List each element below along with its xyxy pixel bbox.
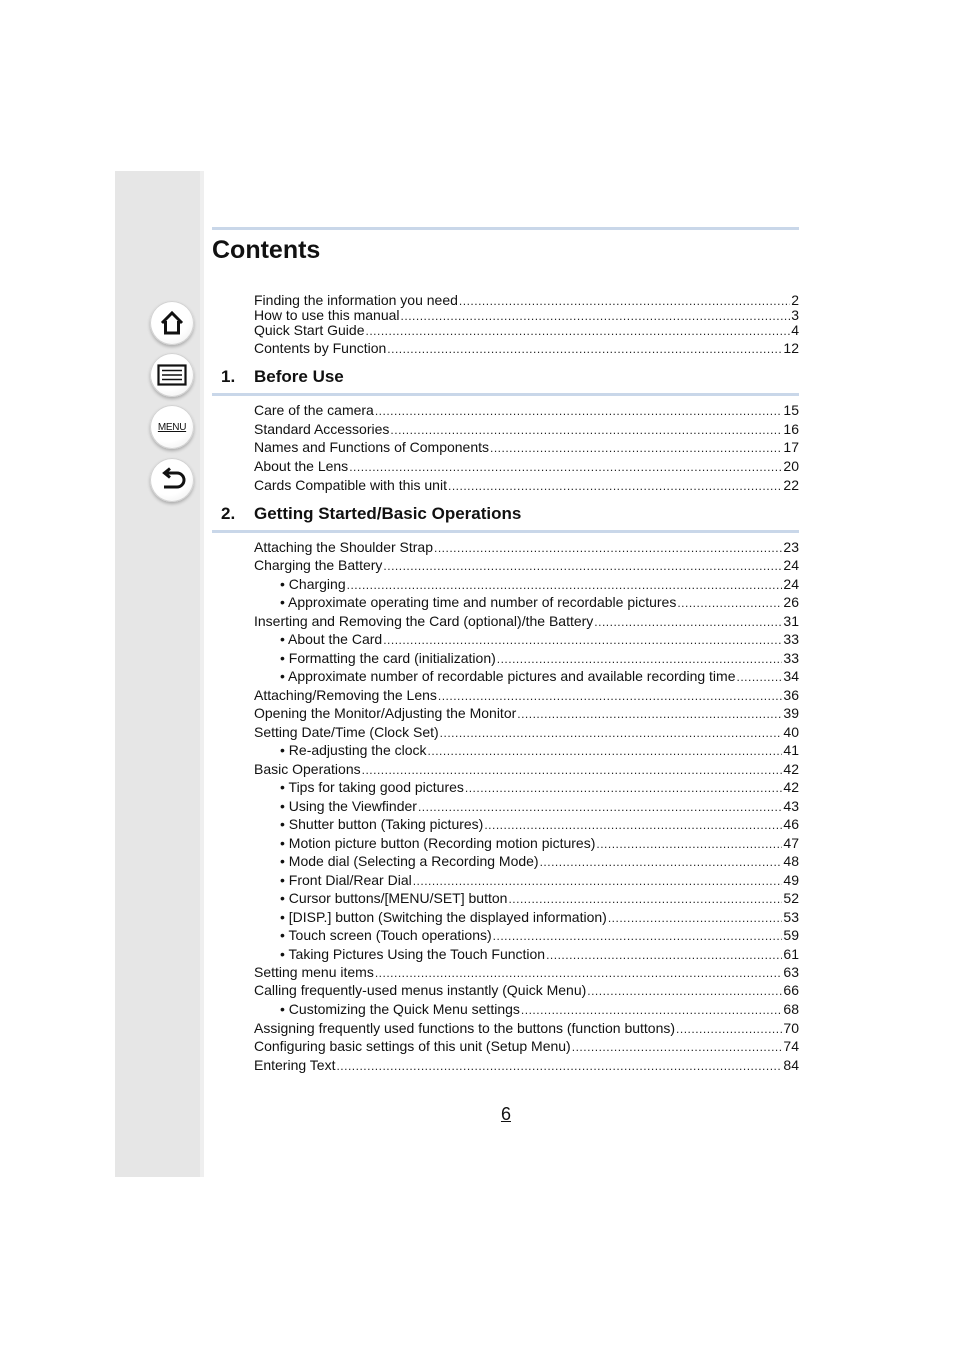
toc-entry-page: 39 [783, 705, 799, 721]
section-title[interactable]: Before Use [254, 367, 344, 386]
toc-subentry[interactable] [280, 742, 799, 758]
toc-entry[interactable] [254, 539, 799, 555]
title-rule [212, 227, 799, 230]
toc-entry-text: Cards Compatible with this unit [254, 477, 447, 493]
toc-entry-page: 2 [791, 292, 799, 308]
toc-entry-text: About the Lens [254, 458, 349, 474]
toc-entry-page: 34 [783, 668, 799, 684]
toc-subentry[interactable] [280, 631, 799, 647]
toc-entry[interactable] [254, 1057, 799, 1073]
toc-entry-page: 70 [783, 1020, 799, 1036]
toc-subentry[interactable] [280, 594, 799, 610]
toc-entry-text: • Approximate number of recordable pictures and available recording time [280, 668, 736, 684]
toc-entry[interactable] [254, 322, 799, 338]
toc-entry-text: • [DISP.] button (Switching the displayed information) [280, 909, 607, 925]
toc-subentry[interactable] [280, 668, 799, 684]
toc-entry-text: Charging the Battery [254, 557, 383, 573]
toc-entry-page: 52 [783, 890, 799, 906]
toc-entry[interactable] [254, 761, 799, 777]
toc-subentry[interactable] [280, 650, 799, 666]
section-number: 1. [221, 367, 236, 386]
toc-entry-page: 22 [783, 477, 799, 493]
toc-subentry[interactable] [280, 946, 799, 962]
toc-entry[interactable] [254, 724, 799, 740]
home-icon [158, 309, 186, 337]
home-button[interactable] [150, 301, 194, 345]
toc-entry-text: • Approximate operating time and number of recordable pictures [280, 594, 677, 610]
toc-entry-text: • Customizing the Quick Menu settings [280, 1001, 520, 1017]
toc-entry-text: Attaching the Shoulder Strap [254, 539, 434, 555]
toc-entry-page: 74 [783, 1038, 799, 1054]
toc-entry-page: 26 [783, 594, 799, 610]
toc-entry-page: 33 [783, 650, 799, 666]
toc-entry-page: 16 [783, 421, 799, 437]
toc-entry[interactable] [254, 458, 799, 474]
toc-entry-text: Calling frequently-used menus instantly (Quick Menu) [254, 982, 587, 998]
toc-entry-page: 53 [783, 909, 799, 925]
toc-entry-page: 61 [783, 946, 799, 962]
toc-entry-text: Quick Start Guide [254, 322, 365, 338]
toc-entry-text: Opening the Monitor/Adjusting the Monitor [254, 705, 517, 721]
menu-label: MENU [157, 421, 187, 433]
toc-entry-text: Contents by Function [254, 340, 387, 356]
toc-entry-page: 31 [783, 613, 799, 629]
toc-entry-page: 66 [783, 982, 799, 998]
toc-entry-text: • Motion picture button (Recording motion pictures) [280, 835, 596, 851]
toc-entry[interactable] [254, 1020, 799, 1036]
toc-entry-text: • Charging [280, 576, 346, 592]
toc-entry-text: • About the Card [280, 631, 383, 647]
toc-entry[interactable] [254, 613, 799, 629]
toc-entry-text: Entering Text [254, 1057, 336, 1073]
toc-entry-page: 43 [783, 798, 799, 814]
toc-entry-page: 23 [783, 539, 799, 555]
toc-entry-page: 4 [791, 322, 799, 338]
toc-entry-text: Configuring basic settings of this unit (Setup Menu) [254, 1038, 571, 1054]
toc-entry-text: Care of the camera [254, 402, 374, 418]
toc-entry-page: 36 [783, 687, 799, 703]
toc-entry-text: Finding the information you need [254, 292, 458, 308]
toc-entry-page: 41 [783, 742, 799, 758]
contents-button[interactable] [150, 353, 194, 397]
toc-entry[interactable] [254, 477, 799, 493]
toc-entry-text: • Front Dial/Rear Dial [280, 872, 412, 888]
toc-entry-text: • Shutter button (Taking pictures) [280, 816, 484, 832]
toc-subentry[interactable] [280, 1001, 799, 1017]
toc-entry-text: Basic Operations [254, 761, 361, 777]
section-title[interactable]: Getting Started/Basic Operations [254, 504, 522, 523]
toc-entry-page: 24 [783, 557, 799, 573]
menu-button[interactable] [150, 405, 194, 449]
toc-entry[interactable] [254, 421, 799, 437]
toc-entry-page: 42 [783, 779, 799, 795]
toc-entry-text: Attaching/Removing the Lens [254, 687, 437, 703]
toc-subentry[interactable] [280, 927, 799, 943]
section-rule [212, 530, 799, 533]
toc-entry-page: 33 [783, 631, 799, 647]
toc-entry-text: Names and Functions of Components [254, 439, 490, 455]
toc-entry[interactable] [254, 1038, 799, 1054]
toc-entry-page: 17 [783, 439, 799, 455]
toc-entry[interactable] [254, 964, 799, 980]
toc-entry[interactable] [254, 340, 799, 356]
toc-entry-text: Inserting and Removing the Card (optional)/the Battery [254, 613, 594, 629]
toc-entry-page: 24 [783, 576, 799, 592]
section-number: 2. [221, 504, 236, 523]
toc-subentry[interactable] [280, 890, 799, 906]
toc-subentry[interactable] [280, 872, 799, 888]
toc-entry-page: 59 [783, 927, 799, 943]
toc-entry[interactable] [254, 292, 799, 308]
page-title: Contents [212, 236, 321, 264]
toc-entry-text: • Tips for taking good pictures [280, 779, 464, 795]
toc-entry-page: 49 [783, 872, 799, 888]
toc-entry-text: How to use this manual [254, 307, 400, 323]
toc-entry[interactable] [254, 705, 799, 721]
toc-entry-page: 15 [783, 402, 799, 418]
toc-entry-page: 42 [783, 761, 799, 777]
toc-entry-text: Assigning frequently used functions to the buttons (function buttons) [254, 1020, 676, 1036]
toc-subentry[interactable] [280, 798, 799, 814]
toc-entry-text: Setting menu items [254, 964, 374, 980]
toc-subentry[interactable] [280, 816, 799, 832]
toc-entry-page: 47 [783, 835, 799, 851]
toc-entry-text: Standard Accessories [254, 421, 390, 437]
toc-entry-text: • Formatting the card (initialization) [280, 650, 496, 666]
back-button[interactable] [150, 458, 194, 502]
toc-entry-text: • Cursor buttons/[MENU/SET] button [280, 890, 508, 906]
toc-entry[interactable] [254, 687, 799, 703]
toc-entry-page: 3 [791, 307, 799, 323]
toc-entry[interactable] [254, 307, 799, 323]
toc-entry-text: • Re-adjusting the clock [280, 742, 427, 758]
toc-subentry[interactable] [280, 779, 799, 795]
toc-subentry[interactable] [280, 909, 799, 925]
toc-entry-page: 46 [783, 816, 799, 832]
toc-entry-text: • Taking Pictures Using the Touch Function [280, 946, 546, 962]
toc-entry-page: 20 [783, 458, 799, 474]
toc-entry-page: 68 [783, 1001, 799, 1017]
toc-entry[interactable] [254, 402, 799, 418]
toc-entry-text: • Touch screen (Touch operations) [280, 927, 492, 943]
toc-subentry[interactable] [280, 835, 799, 851]
toc-entry[interactable] [254, 557, 799, 573]
toc-subentry[interactable] [280, 576, 799, 592]
page-number: 6 [500, 1104, 511, 1124]
toc-entry-page: 40 [783, 724, 799, 740]
toc-entry-page: 84 [783, 1057, 799, 1073]
toc-entry-text: • Mode dial (Selecting a Recording Mode) [280, 853, 539, 869]
toc-entry-page: 48 [783, 853, 799, 869]
toc-subentry[interactable] [280, 853, 799, 869]
section-rule [212, 393, 799, 396]
toc-entry-page: 12 [783, 340, 799, 356]
list-icon [157, 364, 187, 386]
toc-entry-page: 63 [783, 964, 799, 980]
toc-entry-text: Setting Date/Time (Clock Set) [254, 724, 439, 740]
toc-entry[interactable] [254, 982, 799, 998]
toc-entry[interactable] [254, 439, 799, 455]
toc-entry-text: • Using the Viewfinder [280, 798, 417, 814]
back-arrow-icon [158, 467, 186, 493]
